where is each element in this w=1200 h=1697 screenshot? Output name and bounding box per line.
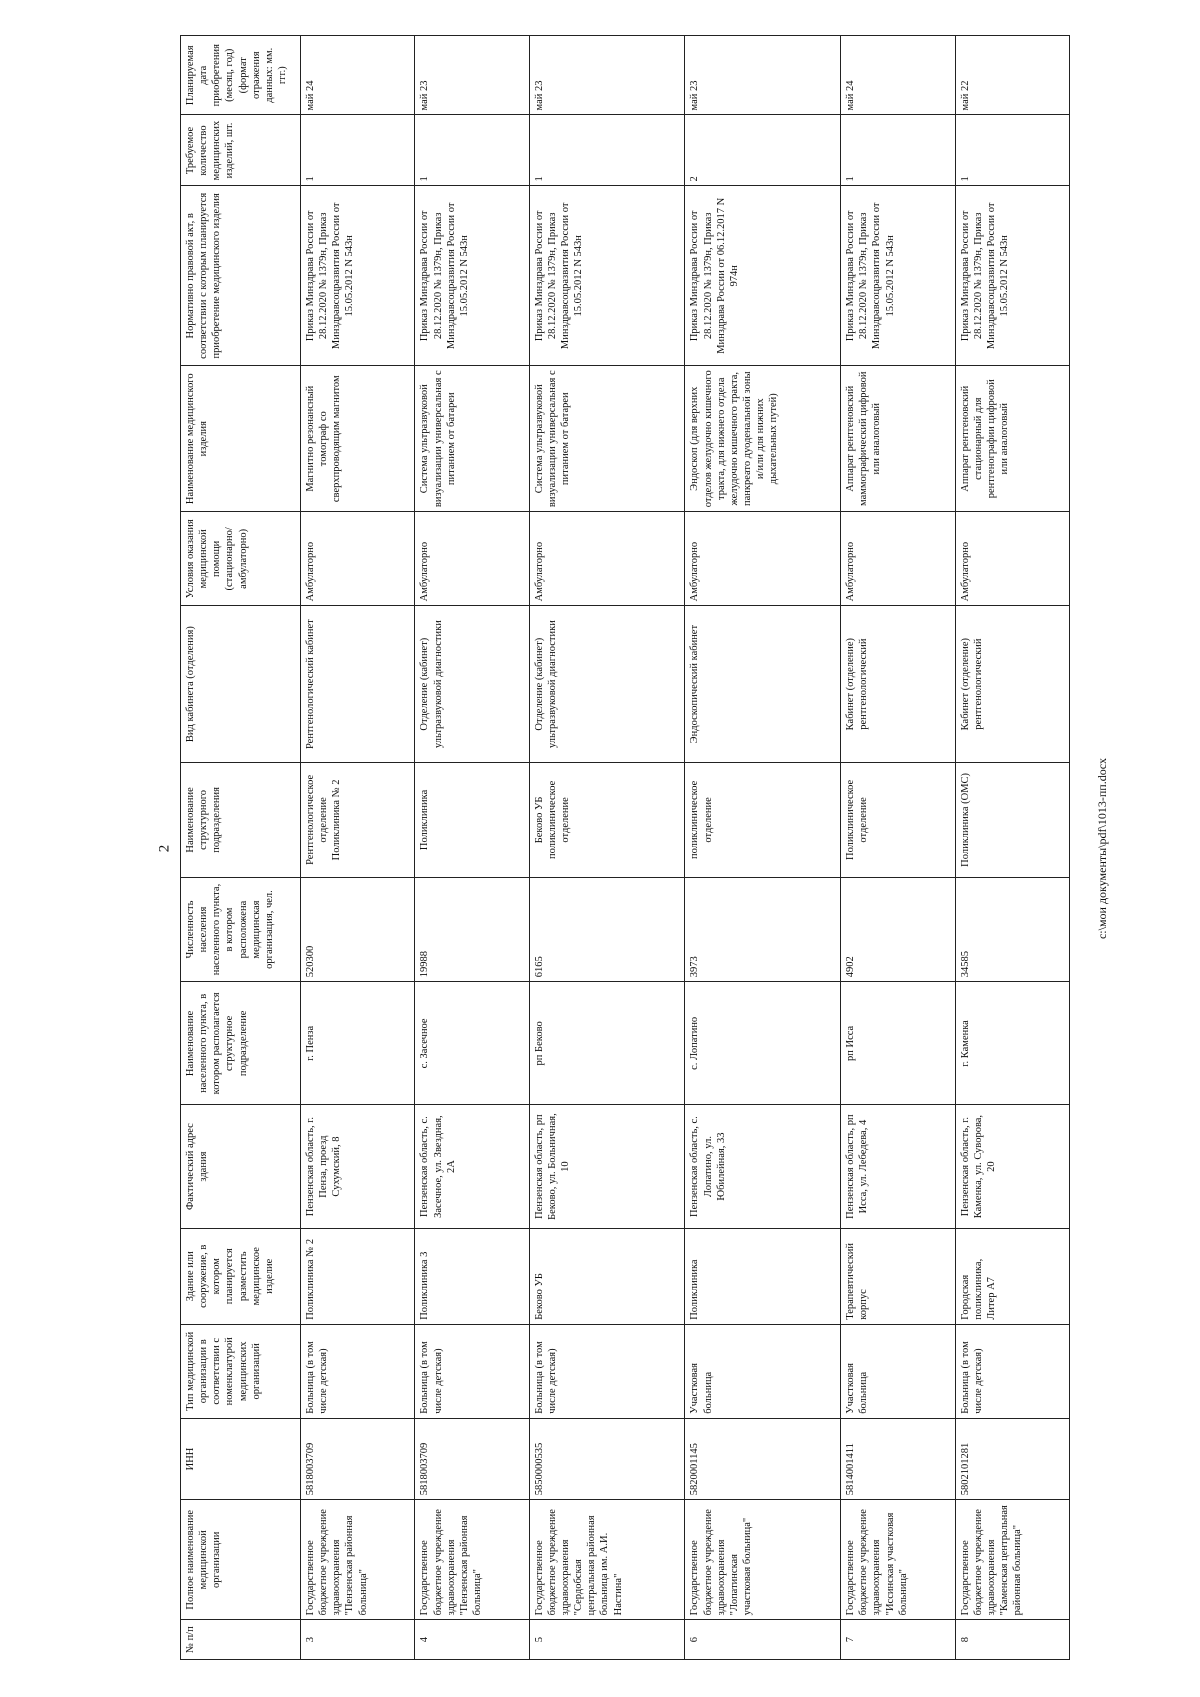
table-cell: Магнитно резонансный томограф со сверхпроводящим магнитом [301, 366, 415, 512]
footer-file-path: c:\мои документы\pdf\1013-пп.docx [1095, 757, 1110, 940]
table-cell: 4 [415, 1620, 529, 1660]
table-cell: Поликлиника (ОМС) [955, 762, 1069, 877]
table-cell: Участковая больница [685, 1324, 841, 1418]
table-row [301, 36, 415, 1660]
table-cell: Система ультразвуковой визуализации универсальная с питанием от батареи [415, 366, 529, 512]
table-cell: Поликлиника 3 [415, 1228, 529, 1324]
document-table-container [180, 35, 1070, 1660]
equipment-table [180, 35, 1070, 1660]
table-cell: Государственное бюджетное учреждение здравоохранения "Пензенская районная больница" [415, 1500, 529, 1620]
table-cell: Больница (в том числе детская) [529, 1324, 685, 1418]
table-cell: Амбулаторно [415, 512, 529, 606]
table-cell: Больница (в том числе детская) [955, 1324, 1069, 1418]
table-row [955, 36, 1069, 1660]
table-cell: Поликлиническое отделение [841, 762, 955, 877]
table-cell: Отделение (кабинет) ультразвуковой диагностики [529, 606, 685, 763]
table-row [841, 36, 955, 1660]
header-cell: Численность населения населенного пункта, в котором расположена медицинская организация, чел. [181, 877, 301, 981]
table-cell: Аппарат рентгеновский маммографический цифровой или аналоговый [841, 366, 955, 512]
table-cell: Больница (в том числе детская) [301, 1324, 415, 1418]
table-cell: поликлиническое отделение [685, 762, 841, 877]
table-cell: Рентгенологическое отделение Поликлиника № 2 [301, 762, 415, 877]
table-cell: Участковая больница [841, 1324, 955, 1418]
table-cell: май 23 [529, 36, 685, 115]
table-cell: Больница (в том числе детская) [415, 1324, 529, 1418]
table-cell: май 23 [685, 36, 841, 115]
table-cell: 5850000535 [529, 1418, 685, 1499]
table-cell: Государственное бюджетное учреждение здравоохранения "Лопатинская участковая больница" [685, 1500, 841, 1620]
header-cell: № п/п [181, 1620, 301, 1660]
header-cell: Наименование структурного подразделения [181, 762, 301, 877]
table-cell: Система ультразвуковой визуализации универсальная с питанием от батареи [529, 366, 685, 512]
table-cell: Государственное бюджетное учреждение здравоохранения "Пензенская районная больница" [301, 1500, 415, 1620]
header-cell: Тип медицинской организации в соответствии с номенклатурой медицинских организаций [181, 1324, 301, 1418]
table-cell: Приказ Минздрава России от 28.12.2020 № 1379н, Приказ Минздравсоцразвития России от 15.05.2012 N 543н [841, 186, 955, 366]
footer-container [1088, 0, 1118, 1697]
table-cell: Амбулаторно [301, 512, 415, 606]
table-cell: Пензенская область, г. Каменка, ул. Суворова, 20 [955, 1105, 1069, 1228]
table-cell: 1 [955, 115, 1069, 186]
table-cell: 4902 [841, 877, 955, 981]
table-cell: Аппарат рентгеновский стационарный для рентгенографии цифровой или аналоговый [955, 366, 1069, 512]
table-cell: рп Исса [841, 982, 955, 1105]
table-cell: май 23 [415, 36, 529, 115]
table-cell: Приказ Минздрава России от 28.12.2020 № 1379н, Приказ Минздравсоцразвития России от 15.05.2012 N 543н [529, 186, 685, 366]
table-cell: 3 [301, 1620, 415, 1660]
table-cell: Пензенская область, рп Исса, ул. Лебедева, 4 [841, 1105, 955, 1228]
table-cell: 5814001411 [841, 1418, 955, 1499]
page-number-container [150, 0, 180, 1697]
table-cell: Городская поликлиника, Литер А7 [955, 1228, 1069, 1324]
table-cell: 520300 [301, 877, 415, 981]
table-cell: 6165 [529, 877, 685, 981]
table-cell: Пензенская область, рп Беково, ул. Больничная, 10 [529, 1105, 685, 1228]
table-cell: рп Беково [529, 982, 685, 1105]
table-cell: Приказ Минздрава России от 28.12.2020 № 1379н, Приказ Минздрава России от 06.12.2017 N 974н [685, 186, 841, 366]
table-cell: 7 [841, 1620, 955, 1660]
table-cell: Кабинет (отделение) рентгенологический [841, 606, 955, 763]
table-cell: Беково УБ поликлиническое отделение [529, 762, 685, 877]
page-number: 2 [156, 844, 173, 853]
table-cell: Приказ Минздрава России от 28.12.2020 № 1379н, Приказ Минздравсоцразвития России от 15.05.2012 N 543н [955, 186, 1069, 366]
table-cell: май 24 [301, 36, 415, 115]
table-cell: с. Лопатино [685, 982, 841, 1105]
header-cell: Требуемое количество медицинских изделий, шт. [181, 115, 301, 186]
header-cell: ИНН [181, 1418, 301, 1499]
table-cell: 5818003709 [415, 1418, 529, 1499]
table-cell: 5802101281 [955, 1418, 1069, 1499]
table-cell: Эндоскоп (для верхних отделов желудочно кишечного тракта, для нижнего отдела желудочно кишечного тракта, панкреато дуоденальной зоны и/или для нижних дыхательных путей) [685, 366, 841, 512]
table-cell: Кабинет (отделение) рентгенологический [955, 606, 1069, 763]
header-cell: Полное наименование медицинской организации [181, 1500, 301, 1620]
table-cell: 1 [415, 115, 529, 186]
table-cell: Беково УБ [529, 1228, 685, 1324]
table-cell: г. Каменка [955, 982, 1069, 1105]
table-cell: Поликлиника [415, 762, 529, 877]
header-cell: Здание или сооружение, в котором планируется разместить медицинское изделие [181, 1228, 301, 1324]
table-cell: Государственное бюджетное учреждение здравоохранения "Иссинская участковая больница" [841, 1500, 955, 1620]
table-row [685, 36, 841, 1660]
table-cell: Пензенская область, с. Засечное, ул. Звездная, 2А [415, 1105, 529, 1228]
table-row [529, 36, 685, 1660]
header-cell: Вид кабинета (отделения) [181, 606, 301, 763]
table-cell: Приказ Минздрава России от 28.12.2020 № 1379н, Приказ Минздравсоцразвития России от 15.05.2012 N 543н [301, 186, 415, 366]
header-cell: Нормативно правовой акт, в соответствии с которым планируется приобретение медицинского изделия [181, 186, 301, 366]
table-cell: 5 [529, 1620, 685, 1660]
table-row [415, 36, 529, 1660]
table-cell: Приказ Минздрава России от 28.12.2020 № 1379н, Приказ Минздравсоцразвития России от 15.05.2012 N 543н [415, 186, 529, 366]
table-cell: 1 [841, 115, 955, 186]
table-cell: 1 [301, 115, 415, 186]
table-cell: 5820001145 [685, 1418, 841, 1499]
table-cell: Рентгенологический кабинет [301, 606, 415, 763]
table-cell: май 22 [955, 36, 1069, 115]
table-cell: 1 [529, 115, 685, 186]
table-cell: Отделение (кабинет) ультразвуковой диагностики [415, 606, 529, 763]
table-cell: 2 [685, 115, 841, 186]
table-header-row [181, 36, 301, 1660]
table-cell: Пензенская область, с. Лопатино, ул. Юбилейная, 33 [685, 1105, 841, 1228]
table-cell: Амбулаторно [841, 512, 955, 606]
table-cell: Государственное бюджетное учреждение здравоохранения "Каменская центральная районная больница" [955, 1500, 1069, 1620]
header-cell: Условия оказания медицинской помощи (стационарно/ амбулаторно) [181, 512, 301, 606]
table-cell: Поликлиника № 2 [301, 1228, 415, 1324]
table-cell: Амбулаторно [955, 512, 1069, 606]
table-cell: Эндоскопический кабинет [685, 606, 841, 763]
table-cell: 19988 [415, 877, 529, 981]
table-cell: с. Засечное [415, 982, 529, 1105]
table-cell: май 24 [841, 36, 955, 115]
table-cell: г. Пенза [301, 982, 415, 1105]
table-cell: Амбулаторно [685, 512, 841, 606]
table-cell: 3973 [685, 877, 841, 981]
table-cell: 5818003709 [301, 1418, 415, 1499]
table-cell: Пензенская область, г. Пенза, проезд Сухумский, 8 [301, 1105, 415, 1228]
table-cell: Амбулаторно [529, 512, 685, 606]
table-cell: Терапевтический корпус [841, 1228, 955, 1324]
table-cell: 6 [685, 1620, 841, 1660]
table-cell: Государственное бюджетное учреждение здравоохранения "Сердобская центральная районная больница им. А.И. Настина" [529, 1500, 685, 1620]
table-cell: 34585 [955, 877, 1069, 981]
table-cell: Поликлиника [685, 1228, 841, 1324]
header-cell: Наименование населенного пункта, в котором располагается структурное подразделение [181, 982, 301, 1105]
table-cell: 8 [955, 1620, 1069, 1660]
header-cell: Фактический адрес здания [181, 1105, 301, 1228]
header-cell: Планируемая дата приобретения (месяц, год) (формат отражения данных: мм. ггг.) [181, 36, 301, 115]
header-cell: Наименование медицинского изделия [181, 366, 301, 512]
